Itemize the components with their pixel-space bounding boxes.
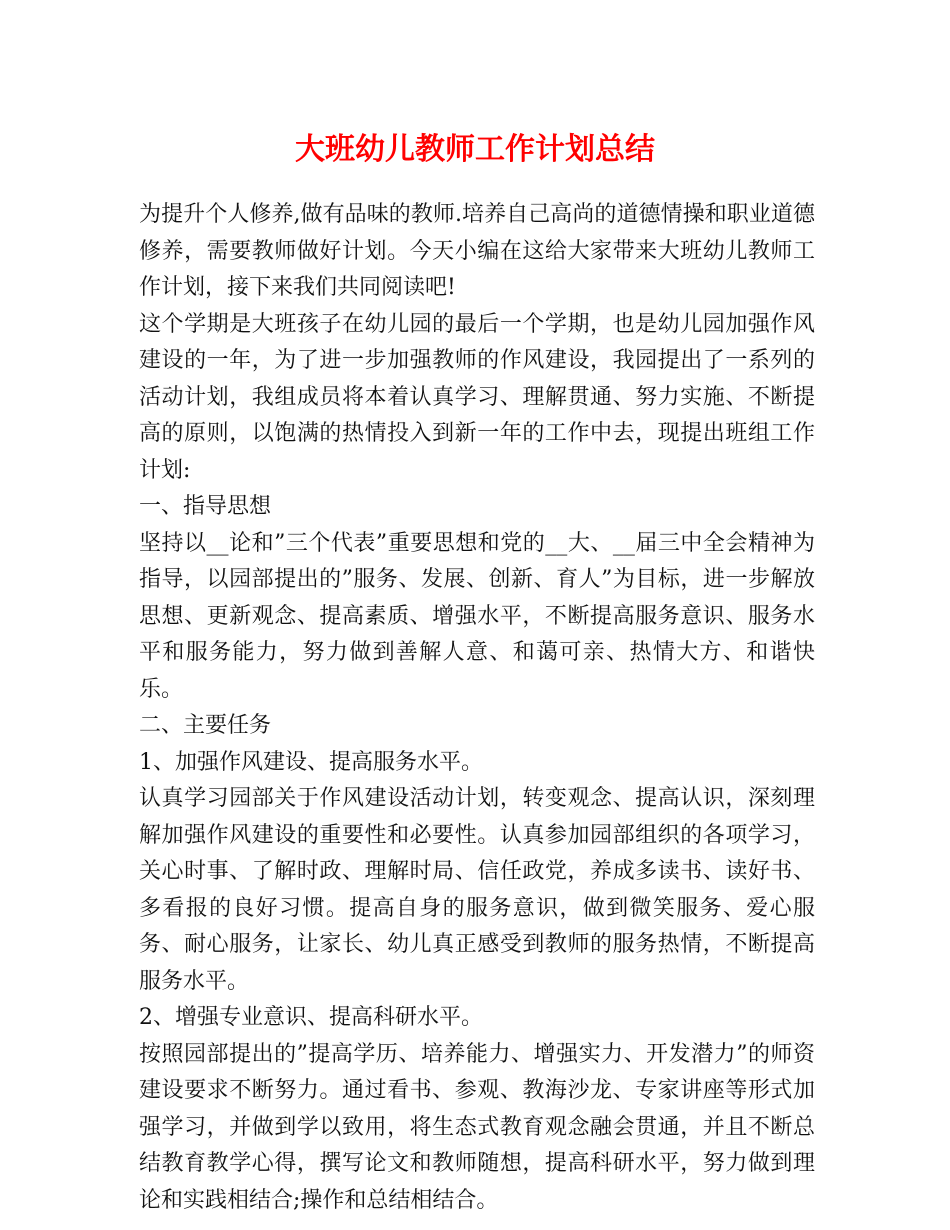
paragraph-guiding-ideology: 坚持以__论和”三个代表”重要思想和党的__大、__届三中全会精神为指导，以园部提出的”服务、发展、创新、育人”为目标，进一步解放思想、更新观念、提高素质、增强水平，不断提高服务意识、服务水平和服务能力，努力做到善解人意、和蔼可亲、热情大方、和谐快乐。 bbox=[139, 530, 815, 702]
document-title: 大班幼儿教师工作计划总结 bbox=[295, 132, 655, 167]
paragraph-background: 这个学期是大班孩子在幼儿园的最后一个学期，也是幼儿园加强作风建设的一年，为了进一步加强教师的作风建设，我园提出了一系列的活动计划，我组成员将本着认真学习、理解贯通、努力实施、不断提高的原则，以饱满的热情投入到新一年的工作中去，现提出班组工作计划: bbox=[139, 311, 815, 483]
subheading-task-1: 1、加强作风建设、提高服务水平。 bbox=[139, 749, 483, 775]
paragraph-task-2: 按照园部提出的”提高学历、培养能力、增强实力、开发潜力”的师资建设要求不断努力。通过看书、参观、教海沙龙、专家讲座等形式加强学习，并做到学以致用，将生态式教育观念融会贯通，并且不断总结教育教学心得，撰写论文和教师随想，提高科研水平，努力做到理论和实践相结合;操作和总结相结合。 bbox=[139, 1041, 815, 1213]
document-body bbox=[139, 197, 815, 1219]
section-heading-guiding-ideology: 一、指导思想 bbox=[139, 494, 272, 519]
subheading-task-2: 2、增强专业意识、提高科研水平。 bbox=[139, 1005, 483, 1030]
paragraph-task-1: 认真学习园部关于作风建设活动计划，转变观念、提高认识，深刻理解加强作风建设的重要性和必要性。认真参加园部组织的各项学习，关心时事、了解时政、理解时局、信任政党，养成多读书、读好书、多看报的良好习惯。提高自身的服务意识，做到微笑服务、爱心服务、耐心服务，让家长、幼儿真正感受到教师的服务热情，不断提高服务水平。 bbox=[139, 786, 815, 994]
section-heading-main-tasks: 二、主要任务 bbox=[139, 713, 272, 738]
paragraph-intro: 为提升个人修养,做有品味的教师.培养自己高尚的道德情操和职业道德修养，需要教师做好计划。今天小编在这给大家带来大班幼儿教师工作计划，接下来我们共同阅读吧! bbox=[139, 202, 815, 300]
